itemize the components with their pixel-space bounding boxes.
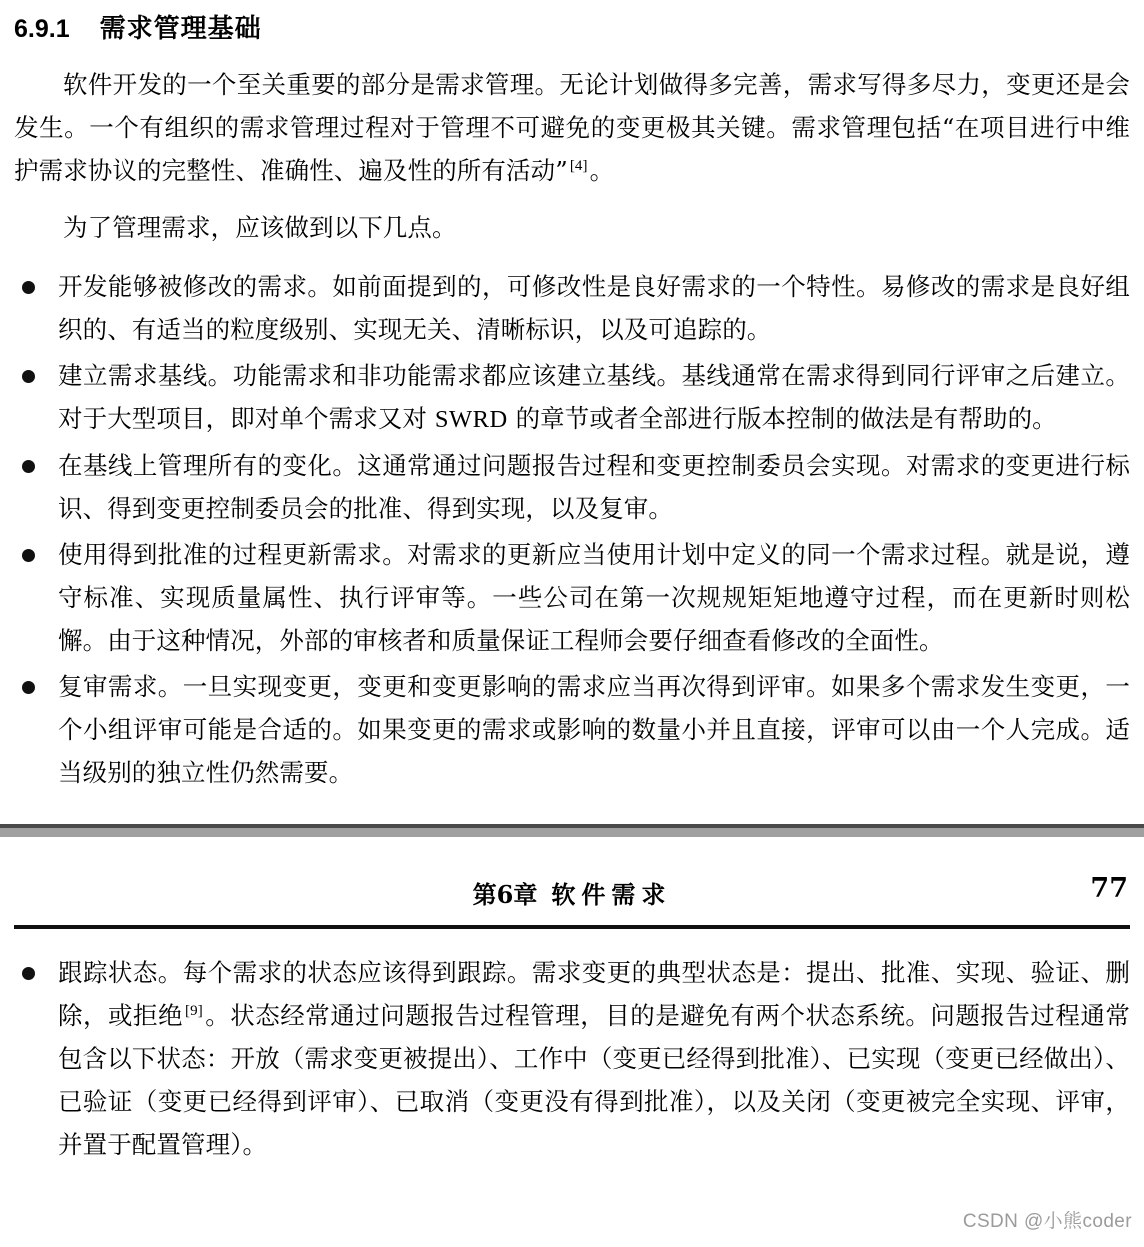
list-item: [0, 354, 1130, 441]
bullet-dot-icon: [22, 370, 35, 383]
bullet-text-track-status-after: 。状态经常通过问题报告过程管理，目的是避免有两个状态系统。问题报告过程通常包含以下状态：开放（需求变更被提出）、工作中（变更已经得到批准）、已实现（变更已经做出）、已验证（变更已经得到评审）、已取消（变更没有得到批准），以及关闭（变更被完全实现、评审，并置于配置管理）。: [58, 1001, 1131, 1159]
bullet-text-baseline-before: 建立需求基线。功能需求和非功能需求都应该建立基线。基线通常在需求得到同行评审之后建立。对于大型项目，即对单个需求又对: [58, 361, 1130, 433]
bullet-text-track-status-before: 跟踪状态。每个需求的状态应该得到跟踪。需求变更的典型状态是：提出、批准、实现、验证、删除，或拒绝: [58, 958, 1130, 1030]
paragraph-intro-text: 软件开发的一个至关重要的部分是需求管理。无论计划做得多完善，需求写得多尽力，变更还是会发生。一个有组织的需求管理过程对于管理不可避免的变更极其关键。需求管理包括“在项目进行中维护需求协议的完整性、准确性、遍及性的所有活动”: [14, 70, 1130, 185]
page-number: 77: [1090, 873, 1128, 904]
paragraph-intro-tail: 。: [589, 156, 615, 185]
bullet-text-modifiable-requirements: 开发能够被修改的需求。如前面提到的，可修改性是良好需求的一个特性。易修改的需求是良好组织的、有适当的粒度级别、实现无关、清晰标识，以及可追踪的。: [58, 272, 1130, 344]
section-number: 6.9.1: [14, 15, 70, 43]
bullet-dot-icon: [22, 460, 35, 473]
header-rule: [14, 925, 1130, 929]
body-block-upper: [0, 63, 1144, 249]
bullet-text-change-control: 在基线上管理所有的变化。这通常通过问题报告过程和变更控制委员会实现。对需求的变更进行标识、得到变更控制委员会的批准、得到实现，以及复审。: [58, 451, 1130, 523]
page-separator: [0, 824, 1144, 837]
section-title: 需求管理基础: [99, 13, 262, 43]
paragraph-lead: [14, 206, 1130, 249]
bullet-text-baseline-after: 的章节或者全部进行版本控制的做法是有帮助的。: [507, 404, 1057, 433]
bullet-dot-icon: [22, 681, 35, 694]
section-heading: [0, 0, 1144, 45]
running-header-chapter-title: 软件需求: [551, 880, 672, 909]
bullet-dot-icon: [22, 281, 35, 294]
paragraph-intro: [14, 63, 1130, 192]
reference-marker-4: [4]: [569, 157, 588, 174]
bullet-list-lower: [0, 951, 1144, 1166]
running-header-chapter: 第6章: [472, 880, 538, 909]
bullet-text-review: 复审需求。一旦实现变更，变更和变更影响的需求应当再次得到评审。如果多个需求发生变更，一个小组评审可能是合适的。如果变更的需求或影响的数量小并且直接，评审可以由一个人完成。适当级别的独立性仍然需要。: [58, 672, 1130, 787]
separator-gray-band: [0, 828, 1144, 837]
list-item: [0, 665, 1130, 794]
bullet-list-upper: [0, 265, 1144, 794]
bullet-dot-icon: [22, 967, 35, 980]
term-swrd: SWRD: [434, 406, 508, 433]
running-header-title: [14, 875, 1130, 910]
bullet-dot-icon: [22, 549, 35, 562]
paragraph-lead-text: 为了管理需求，应该做到以下几点。: [63, 213, 457, 242]
list-item: [0, 533, 1130, 662]
running-header: [14, 875, 1130, 925]
watermark: CSDN @小熊coder: [962, 1211, 1132, 1232]
reference-marker-9: [9]: [185, 1002, 203, 1019]
bullet-text-approved-process: 使用得到批准的过程更新需求。对需求的更新应当使用计划中定义的同一个需求过程。就是说，遵守标准、实现质量属性、执行评审等。一些公司在第一次规规矩矩地遵守过程，而在更新时则松懈。由于这种情况，外部的审核者和质量保证工程师会要仔细查看修改的全面性。: [58, 540, 1130, 655]
list-item: [0, 265, 1130, 351]
list-item: [0, 951, 1130, 1166]
list-item: [0, 444, 1130, 530]
